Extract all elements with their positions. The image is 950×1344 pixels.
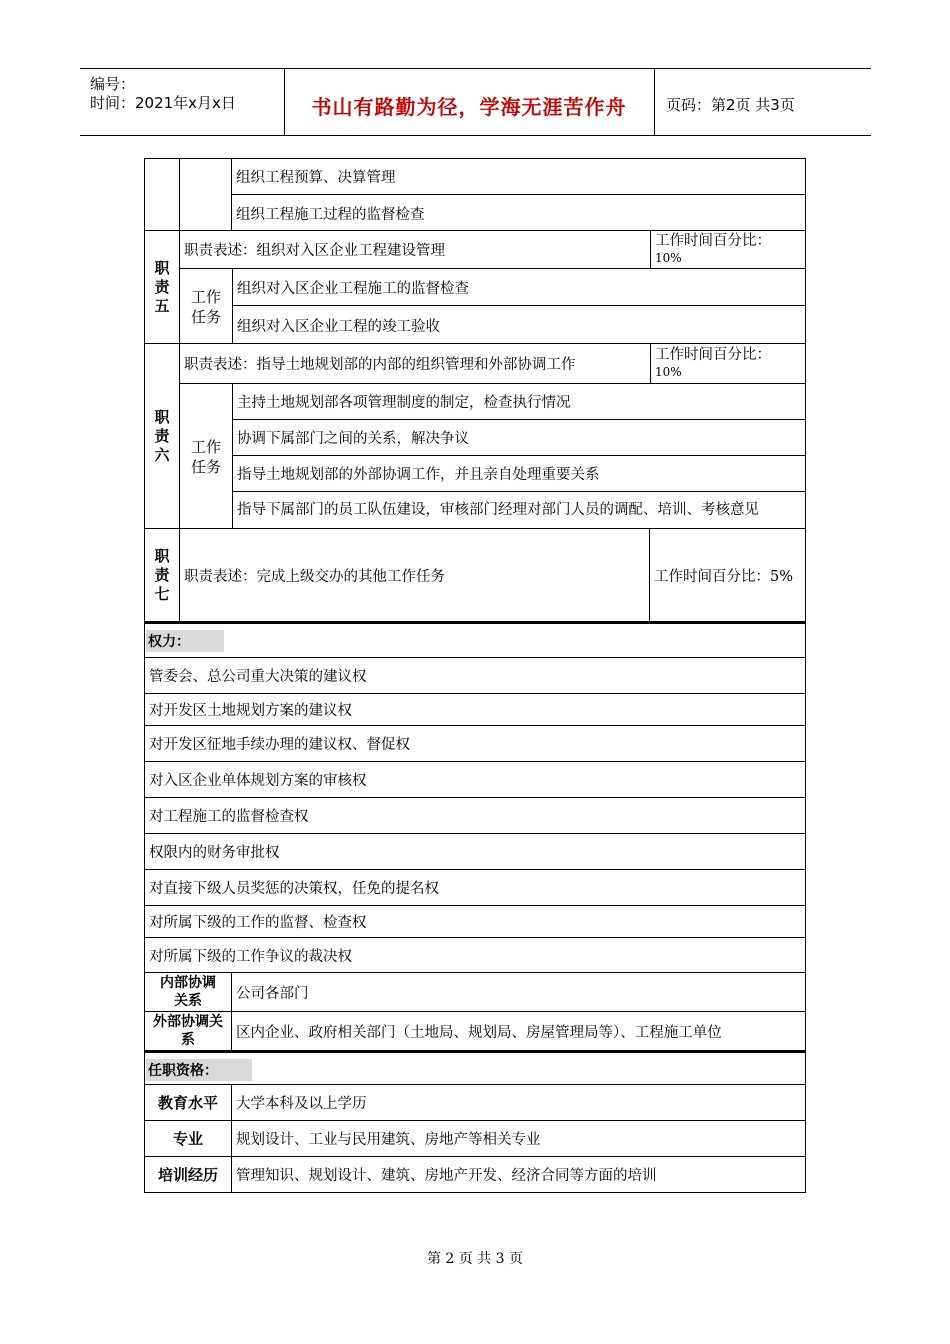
task-item: 指导土地规划部的外部协调工作，并且亲自处理重要关系 — [237, 467, 600, 483]
major-value: 规划设计、工业与民用建筑、房地产等相关专业 — [231, 1121, 805, 1156]
power-item: 对直接下级人员奖惩的决策权，任免的提名权 — [149, 881, 439, 897]
education-row — [145, 1085, 805, 1121]
power-item: 对入区企业单体规划方案的审核权 — [149, 773, 367, 789]
power-item: 对所属下级的工作的监督、检查权 — [149, 915, 367, 931]
duty-seven-description: 职责表述：完成上级交办的其他工作任务 — [179, 529, 649, 621]
external-relations-value: 区内企业、政府相关部门（土地局、规划局、房屋管理局等）、工程施工单位 — [231, 1012, 805, 1050]
task-item: 组织对入区企业工程的竣工验收 — [237, 318, 440, 335]
task-item: 主持土地规划部各项管理制度的制定，检查执行情况 — [237, 395, 571, 411]
duty-six-task-label: 工作任务 — [190, 437, 221, 476]
task-item: 组织对入区企业工程施工的监督检查 — [237, 280, 469, 297]
duty-five-block — [145, 231, 805, 344]
duty-five-task-label: 工作任务 — [190, 287, 221, 326]
power-item: 权限内的财务审批权 — [149, 845, 280, 861]
duty-five-label: 职 责 五 — [154, 258, 170, 315]
duty-five-time-percent: 工作时间百分比： 10% — [650, 231, 805, 268]
powers-title: 权力： — [146, 630, 224, 652]
duty-six-description: 职责表述：指导土地规划部的内部的组织管理和外部协调工作 — [184, 357, 576, 373]
qualifications-title: 任职资格： — [146, 1059, 252, 1081]
external-relations-row — [145, 1012, 805, 1051]
duty-six-time-percent: 工作时间百分比： 10% — [650, 344, 805, 383]
major-label: 专业 — [172, 1129, 203, 1148]
power-item: 对工程施工的监督检查权 — [149, 809, 309, 825]
job-description-table — [144, 158, 806, 1193]
task-item: 组织工程预算、决算管理 — [236, 170, 396, 186]
education-value: 大学本科及以上学历 — [231, 1085, 805, 1120]
duty-six-block — [145, 344, 805, 529]
duty-prev-block — [145, 159, 805, 231]
power-item: 对开发区征地手续办理的建议权、督促权 — [149, 737, 410, 753]
power-item: 对开发区土地规划方案的建议权 — [149, 703, 352, 719]
header-bottom-rule — [80, 135, 871, 136]
duty-six-label: 职 责 六 — [154, 407, 170, 464]
document-date: 时间：2021年x月x日 — [90, 94, 236, 112]
task-item: 协调下属部门之间的关系，解决争议 — [237, 431, 469, 447]
duty-five-description: 职责表述：组织对入区企业工程建设管理 — [184, 243, 445, 259]
training-value: 管理知识、规划设计、建筑、房地产开发、经济合同等方面的培训 — [231, 1157, 805, 1192]
task-item: 指导下属部门的员工队伍建设，审核部门经理对部门人员的调配、培训、考核意见 — [237, 502, 759, 518]
qualifications-section-header — [145, 1051, 805, 1085]
education-label: 教育水平 — [157, 1093, 218, 1112]
internal-relations-row — [145, 973, 805, 1012]
page-indicator: 页码：第2页 共3页 — [666, 96, 795, 114]
document-number: 编号： — [90, 75, 136, 93]
powers-section-header — [145, 622, 805, 658]
major-row — [145, 1121, 805, 1157]
task-item: 组织工程施工过程的监督检查 — [236, 206, 425, 223]
header-motto: 书山有路勤为径，学海无涯苦作舟 — [311, 95, 627, 119]
header-top-rule — [80, 68, 871, 69]
external-relations-label: 外部协调关系 — [153, 1014, 223, 1048]
duty-seven-block — [145, 529, 805, 622]
power-item: 对所属下级的工作争议的裁决权 — [149, 948, 352, 965]
page-footer: 第 2 页 共 3 页 — [426, 1251, 524, 1267]
power-item: 管委会、总公司重大决策的建议权 — [149, 669, 367, 685]
duty-seven-time-percent: 工作时间百分比：5% — [649, 529, 805, 621]
training-label: 培训经历 — [157, 1165, 218, 1184]
training-row — [145, 1157, 805, 1192]
internal-relations-label: 内部协调关系 — [160, 975, 216, 1009]
duty-seven-label: 职 责 七 — [154, 546, 170, 603]
header-divider — [654, 68, 655, 136]
internal-relations-value: 公司各部门 — [231, 973, 805, 1011]
